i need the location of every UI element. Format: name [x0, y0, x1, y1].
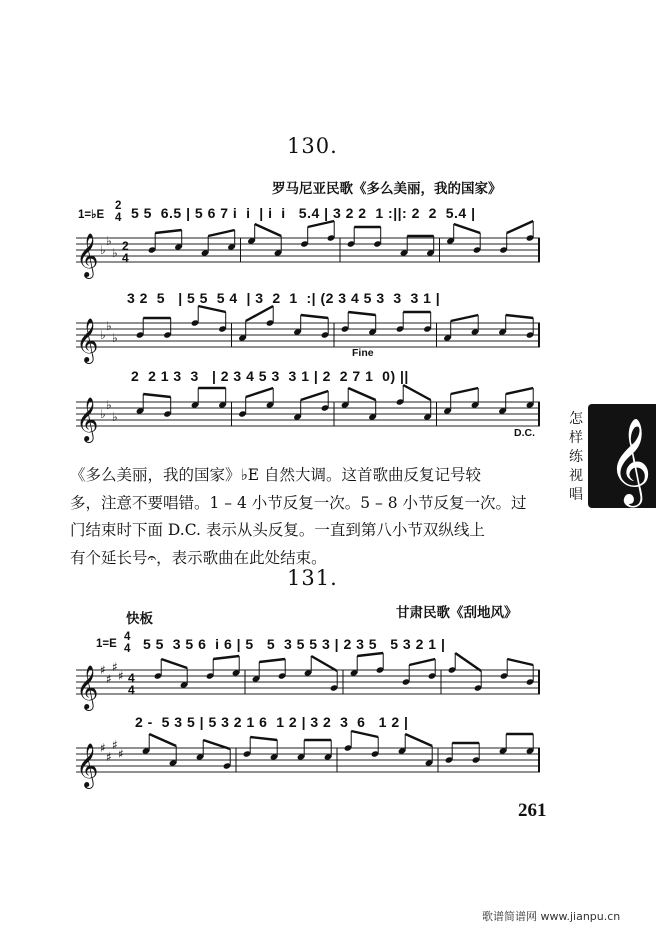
time-signature-bottom: 4 [115, 212, 122, 224]
svg-text:♯: ♯ [100, 663, 106, 677]
svg-text:♭: ♭ [106, 319, 112, 333]
svg-text:♭: ♭ [106, 234, 112, 248]
side-tab-text: 怎 样 练 视 唱 [569, 411, 583, 503]
page-number: 261 [518, 800, 547, 821]
jianpu-row: 2 2 1 3 3 | 2 3 4 5 3 3 1 | 2 2 7 1 0) || [131, 368, 409, 384]
svg-text:♯: ♯ [106, 750, 112, 764]
key-signature: 1=E [96, 638, 117, 650]
description-line: 《多么美丽，我的国家》♭E 自然大调。这首歌曲反复记号较 [70, 466, 482, 484]
svg-text:𝄞: 𝄞 [608, 418, 652, 504]
svg-text:♭: ♭ [100, 407, 106, 421]
description-line: 多，注意不要唱错。1 – 4 小节反复一次。5 – 8 小节反复一次。过 [70, 493, 527, 512]
svg-text:♯: ♯ [112, 738, 118, 752]
svg-text:4: 4 [122, 251, 129, 265]
song-source: 甘肃民歌《刮地风》 [396, 605, 518, 621]
treble-clef-tab [588, 404, 656, 508]
svg-text:♭: ♭ [112, 246, 118, 260]
svg-text:♭: ♭ [112, 410, 118, 424]
svg-text:𝄞: 𝄞 [76, 397, 99, 441]
jianpu-row: 5 5 6.5 | 5 6 7 i i | i i 5.4 | 3 2 2 1 :||: 2 2 5.4 | [131, 205, 476, 221]
svg-text:♭: ♭ [100, 328, 106, 342]
time-signature-bottom: 4 [124, 643, 131, 655]
description-paragraph [70, 462, 540, 572]
jianpu-row: 5 5 3 5 6 i 6 | 5 5 3 5 5 3 | 2 3 5 5 3 2 1 | [143, 636, 446, 652]
svg-text:4: 4 [128, 683, 135, 697]
svg-text:4: 4 [128, 671, 135, 685]
svg-text:𝄞: 𝄞 [76, 318, 99, 362]
dc-marking: D.C. [514, 427, 535, 439]
music-staff [76, 313, 540, 361]
svg-text:♯: ♯ [118, 669, 124, 683]
song-source: 罗马尼亚民歌《多么美丽，我的国家》 [272, 181, 502, 197]
music-staff [76, 228, 540, 276]
svg-text:♯: ♯ [118, 747, 124, 761]
svg-text:♯: ♯ [100, 741, 106, 755]
svg-text:♭: ♭ [100, 243, 106, 257]
exercise-number: 130. [287, 134, 338, 158]
svg-text:𝄞: 𝄞 [76, 233, 99, 277]
tempo-marking: 快板 [126, 611, 153, 627]
description-line: 有个延长号𝄐，表示歌曲在此处结束。 [70, 548, 327, 567]
svg-text:♯: ♯ [112, 660, 118, 674]
time-signature-top: 4 [124, 631, 131, 643]
svg-text:♭: ♭ [106, 398, 112, 412]
exercise-number: 131. [287, 566, 338, 590]
svg-text:𝄞: 𝄞 [76, 743, 99, 787]
svg-text:2: 2 [122, 239, 129, 253]
svg-text:♯: ♯ [106, 672, 112, 686]
svg-text:♭: ♭ [112, 331, 118, 345]
description-line: 门结束时下面 D.C. 表示从头反复。一直到第八小节双纵线上 [70, 521, 485, 539]
music-staff [76, 392, 540, 440]
treble-clef-icon [588, 404, 656, 508]
jianpu-row: 2 - 5 3 5 | 5 3 2 1 6 1 2 | 3 2 3 6 1 2 | [135, 714, 409, 730]
key-signature: 1=♭E [78, 209, 105, 221]
svg-text:𝄞: 𝄞 [76, 665, 99, 709]
jianpu-row: 3 2 5 | 5 5 5 4 | 3 2 1 :| (2 3 4 5 3 3 3 1 | [127, 290, 441, 306]
music-staff [76, 738, 540, 786]
watermark-footer: 歌谱简谱网 www.jianpu.cn [482, 910, 621, 923]
time-signature-top: 2 [115, 200, 122, 212]
fine-marking: Fine [352, 347, 374, 359]
music-staff [76, 660, 540, 708]
